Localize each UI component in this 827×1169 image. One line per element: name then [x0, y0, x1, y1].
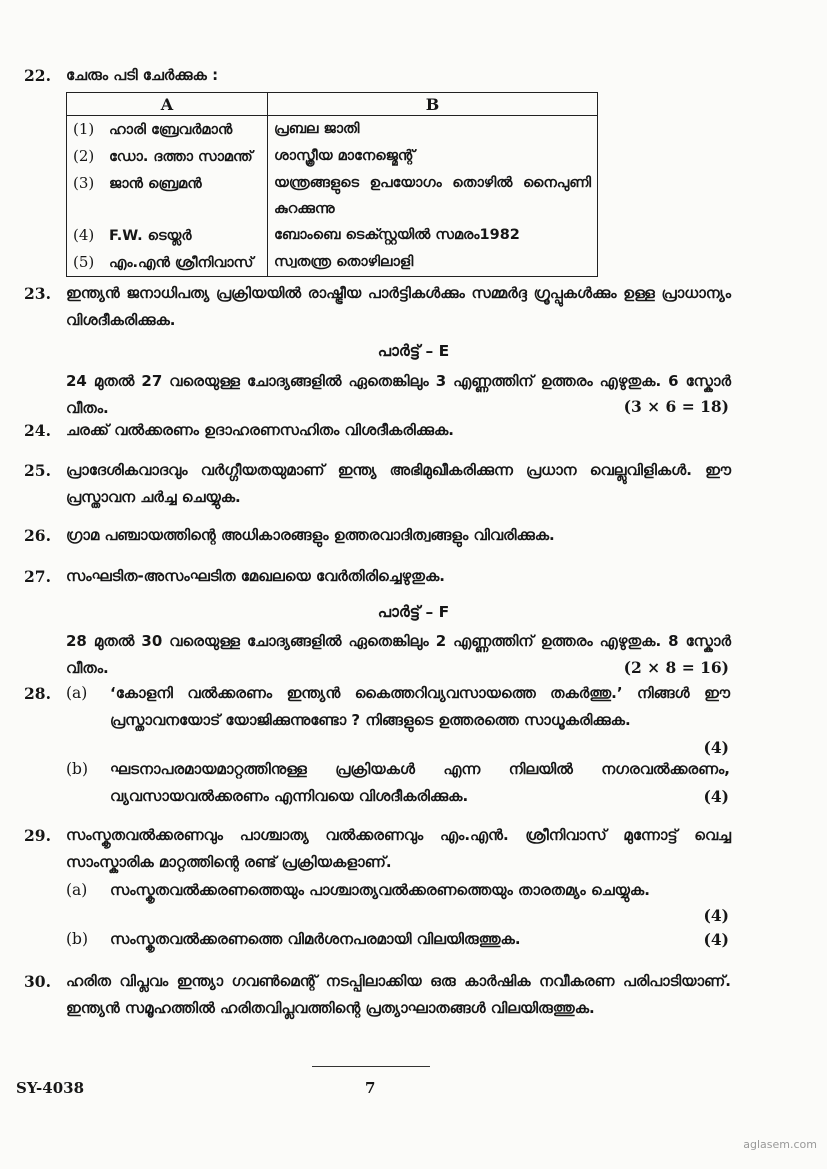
question-number: 30.: [24, 972, 51, 991]
cell-b: ബോംബെ ടെക്സ്റ്റയിൽ സമരം1982: [268, 222, 598, 249]
part-f-title: പാർട്ട് – F: [377, 603, 450, 621]
cell-a: ജാൻ ബ്രെമൻ: [109, 176, 202, 192]
question-28: [0, 680, 827, 810]
part-e-title: പാർട്ട് – E: [377, 342, 450, 360]
cell-a: ഡോ. ദത്താ സാമന്ത്: [109, 149, 253, 165]
question-number: 27.: [24, 567, 51, 586]
question-number: 29.: [24, 826, 51, 845]
sub-question-label: (b): [66, 930, 89, 948]
footer-divider: [312, 1066, 430, 1067]
row-number: (4): [73, 226, 95, 244]
sub-question-text: ഘടനാപരമായമാറ്റത്തിനുള്ള പ്രക്രിയകൾ എന്ന നിലയിൽ നഗരവൽക്കരണം, വ്യവസായവൽക്കരണം എന്നിവയെ വിശദീകരിക്കുക.: [110, 760, 730, 805]
question-text: ഇന്ത്യൻ ജനാധിപത്യ പ്രക്രിയയിൽ രാഷ്ട്രീയ പാർട്ടികൾക്കും സമ്മർദ്ദ ഗ്രൂപ്പുകൾക്കും ഉള്ള പ്രാധാന്യം വിശദീകരിക്കുക.: [66, 284, 731, 329]
cell-a: എം.എൻ ശ്രീനിവാസ്: [109, 255, 254, 271]
sub-question-marks: (4): [703, 787, 729, 806]
question-number: 25.: [24, 461, 51, 480]
sub-question-text: ‘കോളനി വൽക്കരണം ഇന്ത്യൻ കൈത്തറിവ്യവസായത്തെ തകർത്തു.’ നിങ്ങൾ ഈ പ്രസ്താവനയോട് യോജിക്കുന്നുണ്ടോ ? നിങ്ങളുടെ ഉത്തരത്തെ സാധൂകരിക്കുക.: [110, 684, 730, 729]
sub-question-text: സംസ്കൃതവൽക്കരണത്തെയും പാശ്ചാത്യവൽക്കരണത്തെയും താരതമ്യം ചെയ്യുക.: [110, 881, 650, 899]
match-table: [66, 92, 598, 277]
sub-question-text: സംസ്കൃതവൽക്കരണത്തെ വിമർശനപരമായി വിലയിരുത്തുക.: [110, 930, 521, 948]
question-number: 23.: [24, 284, 51, 303]
row-number: (3): [73, 174, 95, 192]
question-29: [0, 822, 827, 962]
table-row: [67, 170, 598, 222]
question-text: സംസ്കൃതവൽക്കരണവും പാശ്ചാത്യ വൽക്കരണവും എം.എൻ. ശ്രീനിവാസ് മുന്നോട്ട് വെച്ച സാംസ്കാരിക മാറ്റത്തിന്റെ രണ്ട് പ്രക്രിയകളാണ്.: [66, 826, 731, 871]
part-f-instruction: 28 മുതൽ 30 വരെയുള്ള ചോദ്യങ്ങളിൽ ഏതെങ്കിലും 2 എണ്ണത്തിന് ഉത്തരം എഴുതുക. 8 സ്കോർ വീതം.: [66, 632, 731, 677]
sub-question-label: (b): [66, 760, 89, 778]
watermark: aglasem.com: [743, 1138, 817, 1151]
question-number: 28.: [24, 684, 51, 703]
row-number: (1): [73, 120, 95, 138]
sub-question-marks: (4): [703, 930, 729, 949]
question-text: സംഘടിത-അസംഘടിത മേഖലയെ വേർതിരിച്ചെഴുതുക.: [66, 567, 445, 585]
question-number: 24.: [24, 421, 51, 440]
table-row: [67, 116, 598, 144]
question-text: ഹരിത വിപ്ലവം ഇന്ത്യാ ഗവൺമെന്റ് നടപ്പിലാക്കിയ ഒരു കാർഷിക നവീകരണ പരിപാടിയാണ്. ഇന്ത്യൻ സമൂഹത്തിൽ ഹരിതവിപ്ലവത്തിന്റെ പ്രത്യാഘാതങ്ങൾ വിലയിരുത്തുക.: [66, 972, 731, 1017]
sub-question-label: (a): [66, 684, 88, 702]
sub-question-label: (a): [66, 881, 88, 899]
cell-b: ശാസ്ത്രീയ മാനേജ്മെന്റ്: [268, 143, 598, 170]
column-header-b: B: [268, 93, 598, 116]
table-row: [67, 222, 598, 249]
cell-b: പ്രബല ജാതി: [268, 116, 598, 144]
part-f-marks: (2 × 8 = 16): [623, 658, 729, 677]
table-row: [67, 143, 598, 170]
row-number: (2): [73, 147, 95, 165]
question-number: 22.: [24, 66, 51, 85]
column-header-a: A: [67, 93, 268, 116]
cell-b: സ്വതന്ത്ര തൊഴിലാളി: [268, 249, 598, 277]
part-e-marks: (3 × 6 = 18): [623, 397, 729, 416]
cell-a: ഹാരി ബ്രേവർമാൻ: [109, 122, 233, 138]
paper-code: SY-4038: [16, 1079, 85, 1097]
question-text: ഗ്രാമ പഞ്ചായത്തിന്റെ അധികാരങ്ങളും ഉത്തരവാദിത്വങ്ങളും വിവരിക്കുക.: [66, 526, 555, 544]
table-row: [67, 249, 598, 277]
question-text: ചേരും പടി ചേർക്കുക :: [66, 66, 219, 84]
question-text: ചരക്ക് വൽക്കരണം ഉദാഹരണസഹിതം വിശദീകരിക്കുക.: [66, 421, 454, 439]
cell-a: F.W. ടെയ്ലർ: [109, 228, 192, 244]
row-number: (5): [73, 253, 95, 271]
question-number: 26.: [24, 526, 51, 545]
part-e-instruction: 24 മുതൽ 27 വരെയുള്ള ചോദ്യങ്ങളിൽ ഏതെങ്കിലും 3 എണ്ണത്തിന് ഉത്തരം എഴുതുക. 6 സ്കോർ വീതം.: [66, 372, 731, 417]
page-number: 7: [365, 1079, 376, 1097]
cell-b: യന്ത്രങ്ങളുടെ ഉപയോഗം തൊഴിൽ നൈപുണി കുറക്കുന്നു: [268, 170, 598, 222]
sub-question-marks: (4): [703, 906, 729, 925]
question-text: പ്രാദേശികവാദവും വർഗ്ഗീയതയുമാണ് ഇന്ത്യ അഭിമുഖീകരിക്കുന്ന പ്രധാന വെല്ലുവിളികൾ. ഈ പ്രസ്താവന ചർച്ച ചെയ്യുക.: [66, 461, 731, 506]
sub-question-marks: (4): [703, 738, 729, 757]
